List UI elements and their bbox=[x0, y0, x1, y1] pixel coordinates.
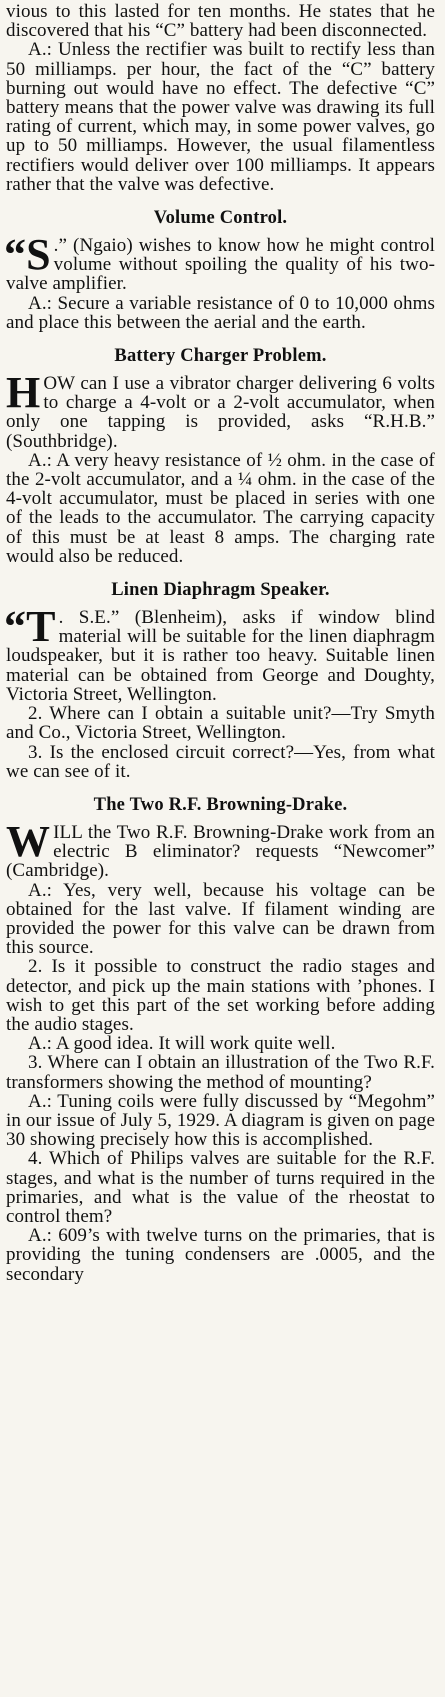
question-paragraph: 3. Where can I obtain an illustration of the Two R.F. transformers showing the method of mounting? bbox=[6, 1052, 435, 1093]
question-paragraph: 2. Is it possible to construct the radio stages and detector, and pick up the main stations with ’phones. I wish to get this part of the set working before adding the audio stages. bbox=[6, 956, 435, 1035]
drop-cap: “S bbox=[4, 230, 51, 280]
drop-cap: “T bbox=[4, 602, 56, 652]
answer-paragraph: A.: Unless the rectifier was built to rectify less than 50 milliamps. per hour, the fact of the “C” battery burning out would have no effect. The defective “C” battery means that the power valve was drawing its full rating of current, which may, in some power valves, go up to 50 milliamps. However, the usual filamentless rectifiers would deliver over 100 milliamps. It appears rather that the valve was defective. bbox=[6, 39, 435, 195]
question-paragraph: 2. Where can I obtain a suitable unit?—Try Smyth and Co., Victoria Street, Wellington. bbox=[6, 703, 435, 744]
lead-text: ILL the Two R.F. Browning-Drake work from an electric B eliminator? requests “Newcomer” (Cambridge). bbox=[6, 821, 435, 882]
section-battery-charger bbox=[6, 346, 435, 566]
lead-paragraph bbox=[6, 816, 435, 882]
lead-text: OW can I use a vibrator charger delivering 6 volts to charge a 4-volt or a 2-volt accumulator, when only one tapping is provided, asks “R.H.B.” (Southbridge). bbox=[6, 373, 435, 452]
section-browning-drake bbox=[6, 795, 435, 1284]
drop-cap: W bbox=[6, 816, 51, 866]
section-heading: Volume Control. bbox=[153, 208, 288, 229]
section-volume-control bbox=[6, 208, 435, 332]
question-paragraph: 4. Which of Philips valves are suitable for the R.F. stages, and what is the number of turns required in the primaries, and what is the value of the rheostat to control them? bbox=[6, 1148, 435, 1227]
drop-cap: H bbox=[6, 368, 41, 418]
lead-paragraph bbox=[4, 230, 435, 295]
section-intro bbox=[6, 2, 435, 194]
lead-text: .” (Ngaio) wishes to know how he might control volume without spoiling the quality of his two-valve amplifier. bbox=[6, 235, 435, 295]
lead-paragraph bbox=[4, 602, 435, 705]
section-heading: Linen Diaphragm Speaker. bbox=[111, 580, 330, 601]
lead-paragraph bbox=[6, 368, 435, 452]
answer-paragraph: A.: Secure a variable resistance of 0 to 10,000 ohms and place this between the aerial and the earth. bbox=[6, 292, 435, 333]
section-heading: Battery Charger Problem. bbox=[114, 346, 327, 367]
answer-paragraph: A.: Tuning coils were fully discussed by “Megohm” in our issue of July 5, 1929. A diagram is given on page 30 showing precisely how this is accomplished. bbox=[6, 1090, 435, 1151]
lead-text: . S.E.” (Blenheim), asks if window blind material will be suitable for the linen diaphragm loudspeaker, but it is rather too heavy. Suitable linen material can be obtained from George and Doughty, Victoria Street, Wellington. bbox=[6, 607, 435, 705]
answer-paragraph: A.: A good idea. It will work quite well. bbox=[28, 1033, 336, 1055]
section-heading: The Two R.F. Browning-Drake. bbox=[93, 794, 348, 815]
question-paragraph: 3. Is the enclosed circuit correct?—Yes, from what we can see of it. bbox=[6, 741, 435, 782]
answer-paragraph: A.: A very heavy resistance of ½ ohm. in the case of the 2-volt accumulator, and a ¼ ohm. in the case of the 4-volt accumulator, must be placed in series with one of the leads to the accumulator. The carrying capacity of this must be at least 8 amps. The charging rate would also be reduced. bbox=[6, 449, 435, 567]
answer-paragraph: A.: 609’s with twelve turns on the primaries, that is providing the tuning condensers are .0005, and the secondary bbox=[6, 1225, 435, 1285]
section-linen-diaphragm bbox=[6, 580, 435, 781]
answer-paragraph: A.: Yes, very well, because his voltage can be obtained for the last valve. If filament winding are provided the power for this valve can be drawn from this source. bbox=[6, 879, 435, 959]
paragraph: vious to this lasted for ten months. He states that he discovered that his “C” battery had been disconnected. bbox=[6, 1, 435, 42]
